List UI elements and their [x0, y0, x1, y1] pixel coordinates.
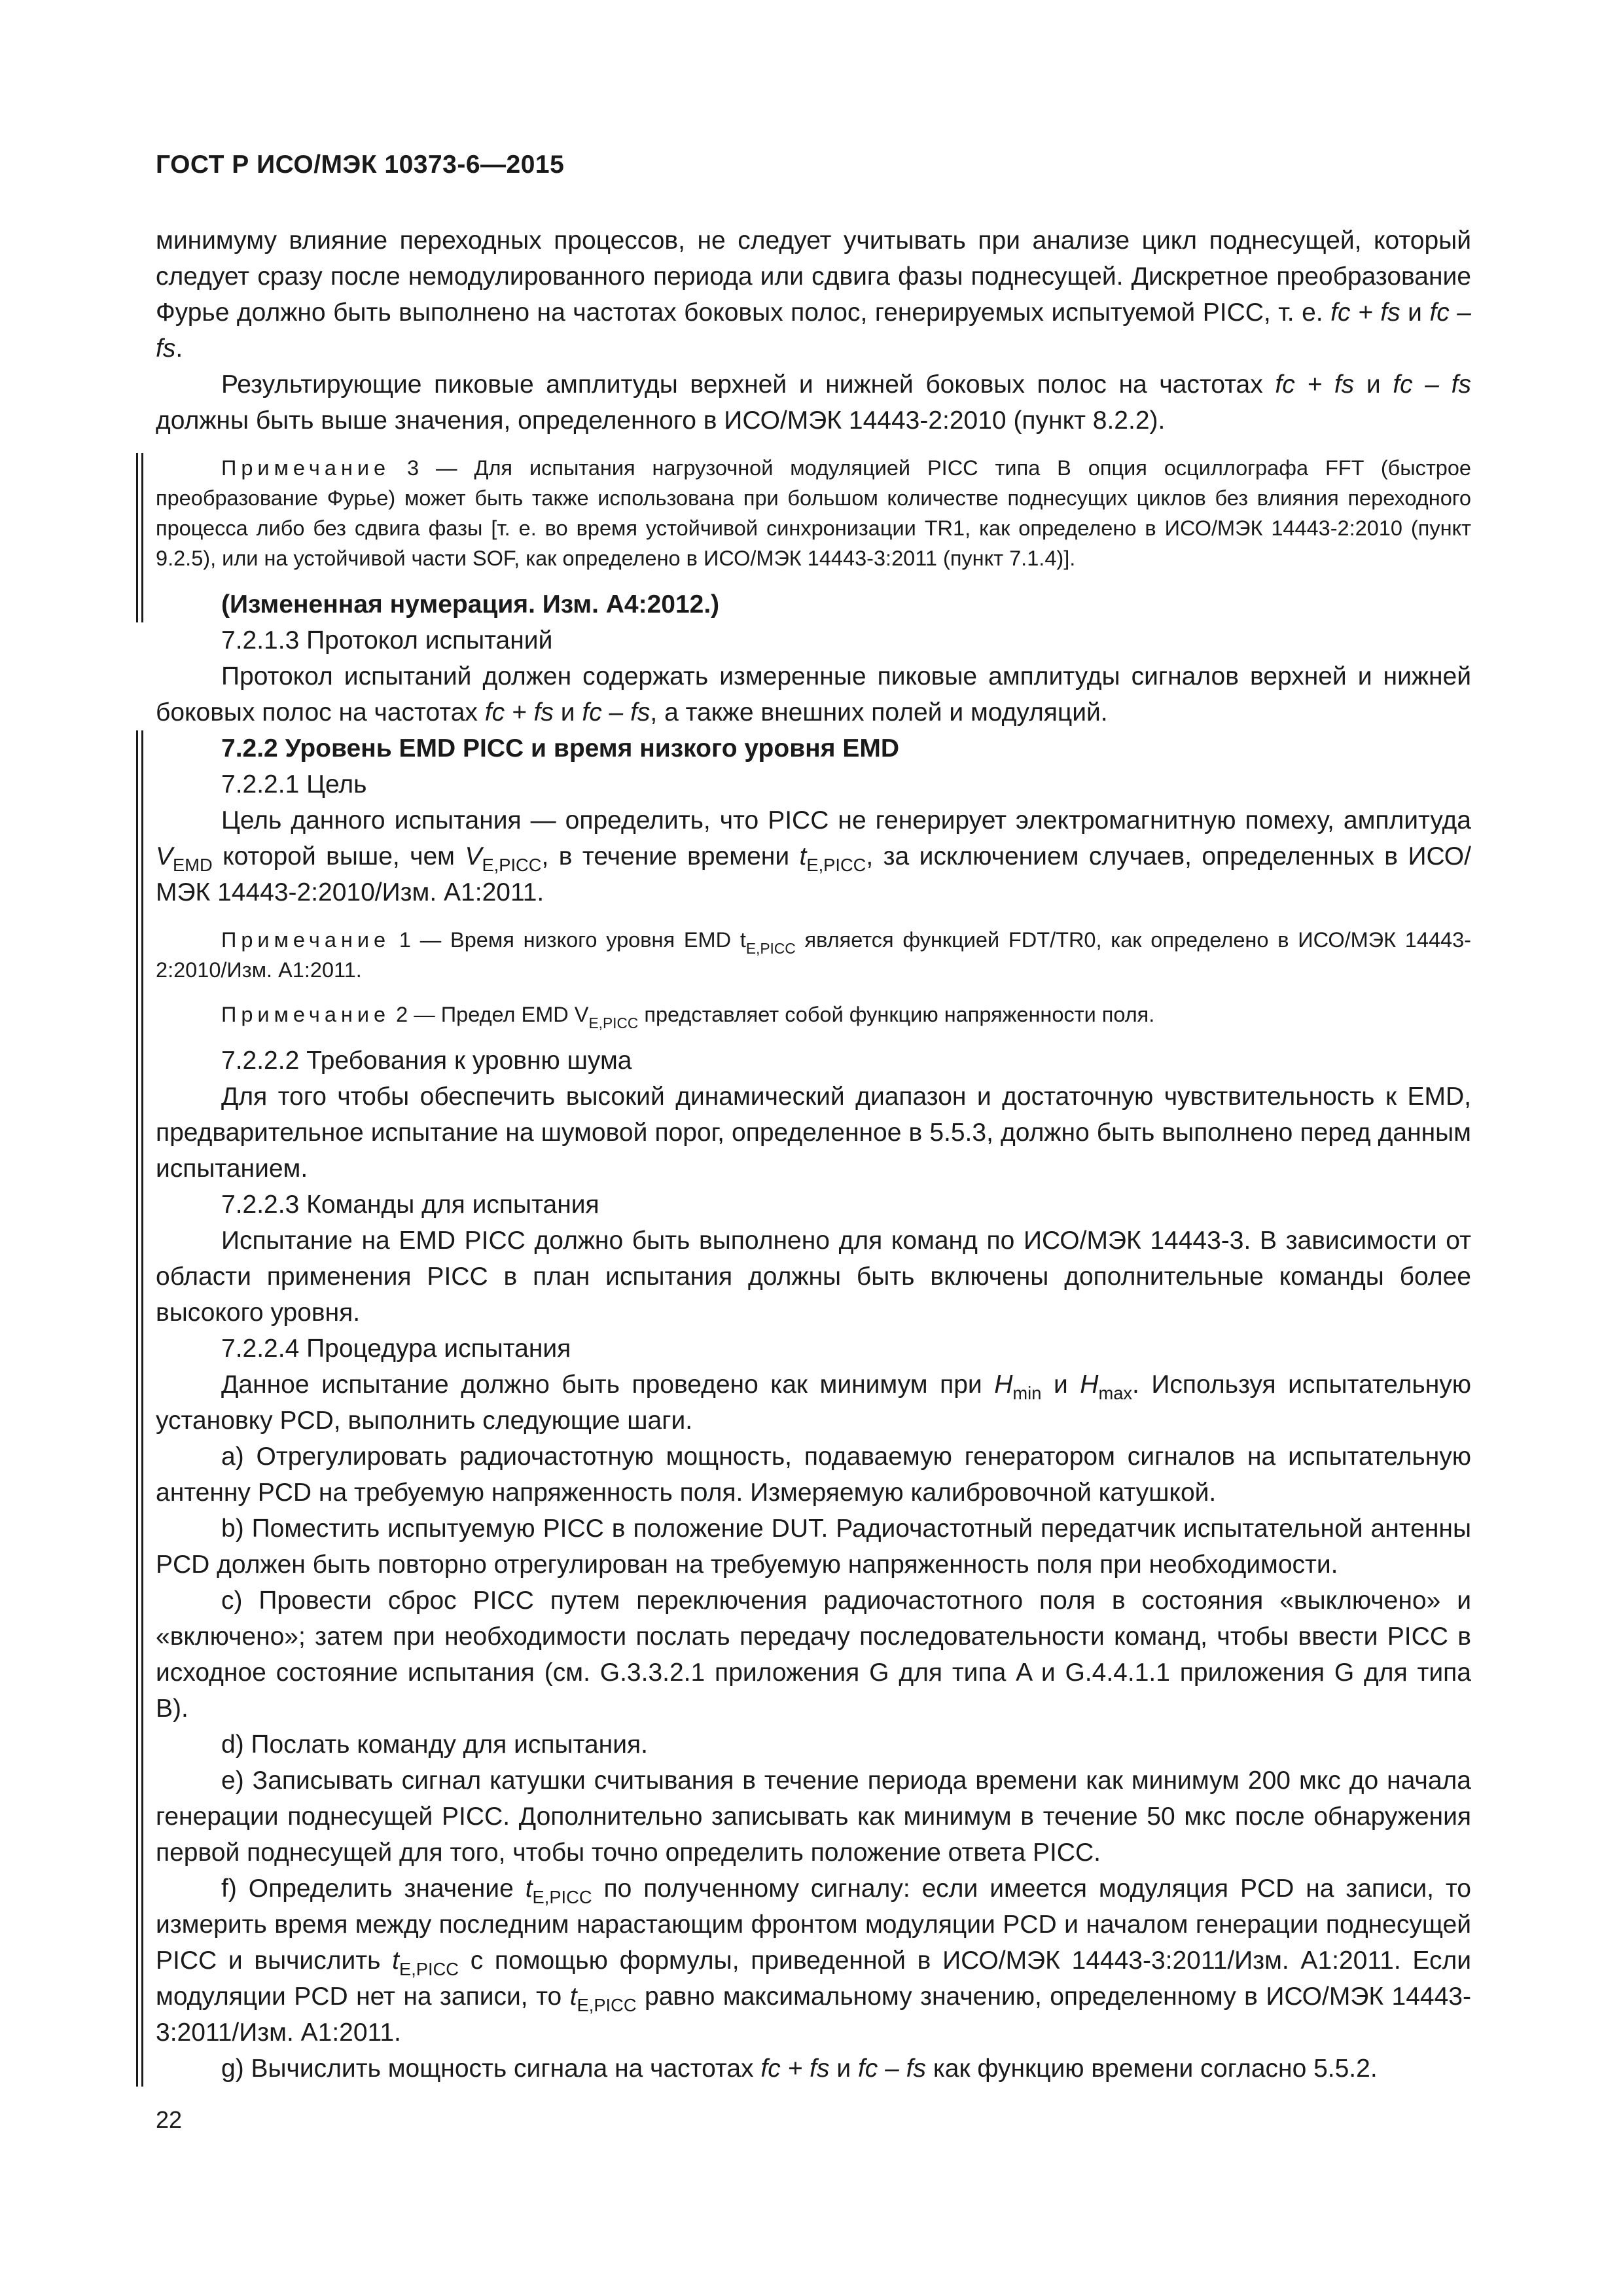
change-bar — [141, 453, 143, 622]
change-bar — [141, 730, 143, 2087]
step-b: b) Поместить испытуемую PICC в положение DUT. Радиочастотный передатчик испытательной антенны PCD должен быть повторно отрегулирован на требуемую напряженность поля при необходимости. — [156, 1515, 1471, 1579]
heading-7-2-2-2: 7.2.2.2 Требования к уровню шума — [221, 1047, 632, 1075]
document-header: ГОСТ Р ИСО/МЭК 10373-6—2015 — [156, 151, 565, 179]
step-c: c) Провести сброс PICC путем переключения радиочастотного поля в состояния «выключено» и «включено»; затем при необходимости послать передачу последовательности команд, чтобы ввести PICC в исходное состояние испытания (см. G.3.3.2.1 приложения G для типа A и G.4.4.1.1 приложения G для типа B). — [156, 1587, 1471, 1723]
heading-7-2-2: 7.2.2 Уровень EMD PICC и время низкого уровня EMD — [221, 734, 899, 762]
paragraph-result: Результирующие пиковые амплитуды верхней и нижней боковых полос на частотах fc + fs и fc – fs должны быть выше значения, определенного в ИСО/МЭК 14443-2:2010 (пункт 8.2.2). — [156, 370, 1471, 435]
step-e: e) Записывать сигнал катушки считывания в течение периода времени как минимум 200 мкс до начала генерации поднесущей PICC. Дополнительно записывать как минимум в течение 50 мкс после обнаружения первой поднесущей для того, чтобы точно определить положение ответа PICC. — [156, 1767, 1471, 1867]
paragraph-commands: Испытание на EMD PICC должно быть выполнено для команд по ИСО/МЭК 14443-3. В зависимости от области применения PICC в план испытания должны быть включены дополнительные команды более высокого уровня. — [156, 1227, 1471, 1327]
amended-block-2 — [156, 730, 1471, 2087]
heading-7-2-2-3: 7.2.2.3 Команды для испытания — [221, 1191, 599, 1219]
paragraph-protocol: Протокол испытаний должен содержать измеренные пиковые амплитуды сигналов верхней и нижней боковых полос на частотах fc + fs и fc – fs, а также внешних полей и модуляций. — [156, 662, 1471, 726]
paragraph-goal: Цель данного испытания — определить, что PICC не генерирует электромагнитную помеху, амплитуда $V_{EMD}$ которой выше, чем $V_{E,PICC}$, в течение времени $t_{E,PICC}$, за исключением случаев, определенных в ИСО/МЭК 14443-2:2010/Изм. А1:2011. — [156, 806, 1471, 906]
note-3: Примечание 3 — Для испытания нагрузочной модуляцией PICC типа B опция осциллографа FFT (быстрое преобразование Фурье) может быть также использована при большом количестве поднесущих циклов без влияния переходного процесса либо без сдвига фазы [т. е. во время устойчивой синхронизации TR1, как определено в ИСО/МЭК 14443-2:2010 (пункт 9.2.5), или на устойчивой части SOF, как определено в ИСО/МЭК 14443-3:2011 (пункт 7.1.4)]. — [156, 456, 1471, 570]
change-bar — [136, 730, 138, 2087]
step-a: a) Отрегулировать радиочастотную мощность, подаваемую генератором сигналов на испытательную антенну PCD на требуемую напряженность поля. Измеряемую калибровочной катушкой. — [156, 1443, 1471, 1507]
page-number: 22 — [156, 2106, 183, 2133]
step-g: g) Вычислить мощность сигнала на частотах fc + fs и fc – fs как функцию времени согласно 5.5.2. — [221, 2054, 1378, 2083]
step-d: d) Послать команду для испытания. — [221, 1731, 648, 1759]
change-bar — [136, 453, 138, 622]
amendment-note: (Измененная нумерация. Изм. А4:2012.) — [221, 590, 720, 619]
note-2: Примечание 2 — Предел EMD $V_{E,PICC}$ представляет собой функцию напряженности поля. — [221, 1003, 1155, 1031]
paragraph-procedure: Данное испытание должно быть проведено как минимум при $H_{min}$ и $H_{max}$. Используя испытательную установку PCD, выполнить следующие шаги. — [156, 1371, 1471, 1435]
paragraph-noise: Для того чтобы обеспечить высокий динамический диапазон и достаточную чувствительность к EMD, предварительное испытание на шумовой порог, определенное в 5.5.3, должно быть выполнено перед данным испытанием. — [156, 1083, 1471, 1183]
heading-7-2-1-3: 7.2.1.3 Протокол испытаний — [221, 626, 553, 655]
step-f: f) Определить значение $t_{E,PICC}$ по полученному сигналу: если имеется модуляция PCD на записи, то измерить время между последним нарастающим фронтом модуляции PCD и началом генерации поднесущей PICC и вычислить $t_{E,PICC}$ с помощью формулы, приведенной в ИСО/МЭК 14443-3:2011/Изм. А1:2011. Если модуляции PCD нет на записи, то $t_{E,PICC}$ равно максимальному значению, определенному в ИСО/МЭК 14443-3:2011/Изм. А1:2011. — [156, 1874, 1471, 2047]
heading-7-2-2-4: 7.2.2.4 Процедура испытания — [221, 1335, 571, 1363]
note-1: Примечание 1 — Время низкого уровня EMD $t_{E,PICC}$ является функцией FDT/TR0, как определено в ИСО/МЭК 14443-2:2010/Изм. А1:2011. — [156, 928, 1472, 982]
page-body — [156, 223, 1471, 2087]
amended-block-1 — [156, 453, 1471, 622]
paragraph-continuation: минимуму влияние переходных процессов, не следует учитывать при анализе цикл поднесущей, который следует сразу после немодулированного периода или сдвига фазы поднесущей. Дискретное преобразование Фурье должно быть выполнено на частотах боковых полос, генерируемых испытуемой PICC, т. е. fc + fs и fc – fs. — [156, 226, 1471, 363]
heading-7-2-2-1: 7.2.2.1 Цель — [221, 770, 367, 798]
